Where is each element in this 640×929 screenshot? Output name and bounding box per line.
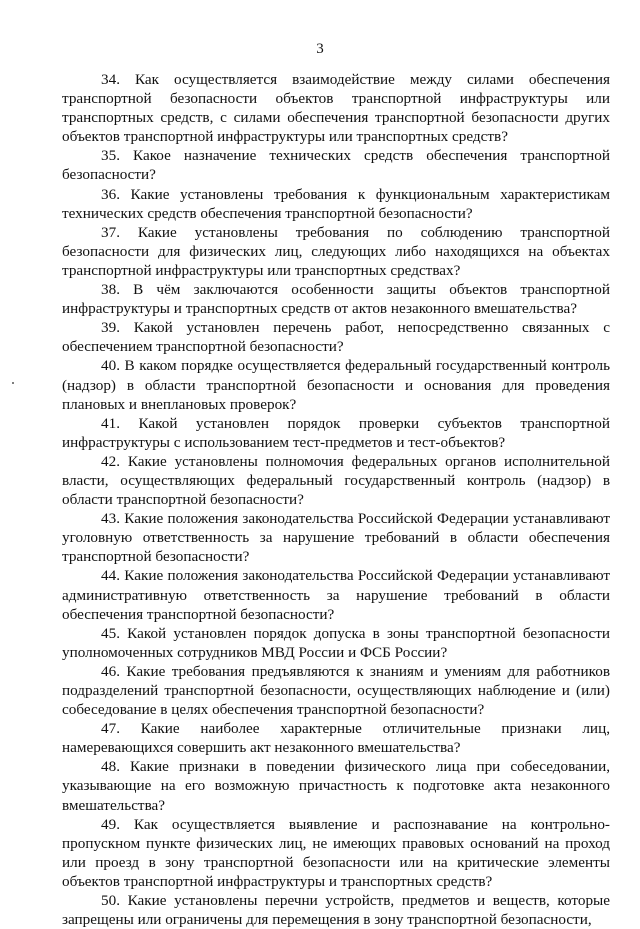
question-49: 49. Как осуществляется выявление и распознавание на контрольно-пропускном пункте физических лиц, не имеющих правовых оснований на проход или проезд в зону транспортной безопасности или на критические элементы объектов транспортной инфраструктуры и транспортных средств?	[62, 815, 610, 890]
question-37: 37. Какие установлены требования по соблюдению транспортной безопасности для физических лиц, следующих либо находящихся на объектах транспортной инфраструктуры или транспортных средствах?	[62, 223, 610, 279]
question-list	[62, 70, 610, 929]
question-34: 34. Как осуществляется взаимодействие между силами обеспечения транспортной безопасности объектов транспортной инфраструктуры или транспортных средств, с силами обеспечения транспортной безопасности других объектов транспортной инфраструктуры или транспортных средств?	[62, 71, 610, 146]
question-43: 43. Какие положения законодательства Российской Федерации устанавливают уголовную ответственность за нарушение требований в области обеспечения транспортной безопасности?	[62, 510, 610, 566]
question-41: 41. Какой установлен порядок проверки субъектов транспортной инфраструктуры с использованием тест-предметов и тест-объектов?	[62, 414, 610, 451]
question-36: 36. Какие установлены требования к функциональным характеристикам технических средств обеспечения транспортной безопасности?	[62, 185, 610, 222]
question-45: 45. Какой установлен порядок допуска в зоны транспортной безопасности уполномоченных сотрудников МВД России и ФСБ России?	[62, 624, 610, 661]
question-48: 48. Какие признаки в поведении физического лица при собеседовании, указывающие на его возможную причастность к подготовке акта незаконного вмешательства?	[62, 758, 610, 814]
question-47: 47. Какие наиболее характерные отличительные признаки лиц, намеревающихся совершить акт незаконного вмешательства?	[62, 720, 610, 757]
margin-mark	[12, 382, 14, 384]
question-44: 44. Какие положения законодательства Российской Федерации устанавливают административную ответственность за нарушение требований в области обеспечения транспортной безопасности?	[62, 567, 610, 623]
question-40: 40. В каком порядке осуществляется федеральный государственный контроль (надзор) в области транспортной безопасности и основания для проведения плановых и внеплановых проверок?	[62, 357, 610, 413]
question-35: 35. Какое назначение технических средств обеспечения транспортной безопасности?	[62, 147, 610, 184]
page-number: 3	[316, 41, 324, 57]
question-38: 38. В чём заключаются особенности защиты объектов транспортной инфраструктуры и транспортных средств от актов незаконного вмешательства?	[62, 281, 610, 318]
question-39: 39. Какой установлен перечень работ, непосредственно связанных с обеспечением транспортной безопасности?	[62, 319, 610, 356]
question-46: 46. Какие требования предъявляются к знаниям и умениям для работников подразделений транспортной безопасности, осуществляющих наблюдение и (или) собеседование в целях обеспечения транспортной безопасности?	[62, 662, 610, 719]
question-50: 50. Какие установлены перечни устройств, предметов и веществ, которые запрещены или ограничены для перемещения в зону транспортной безопасности,	[62, 892, 610, 929]
question-42: 42. Какие установлены полномочия федеральных органов исполнительной власти, осуществляющих федеральный государственный контроль (надзор) в области транспортной безопасности?	[62, 452, 610, 509]
